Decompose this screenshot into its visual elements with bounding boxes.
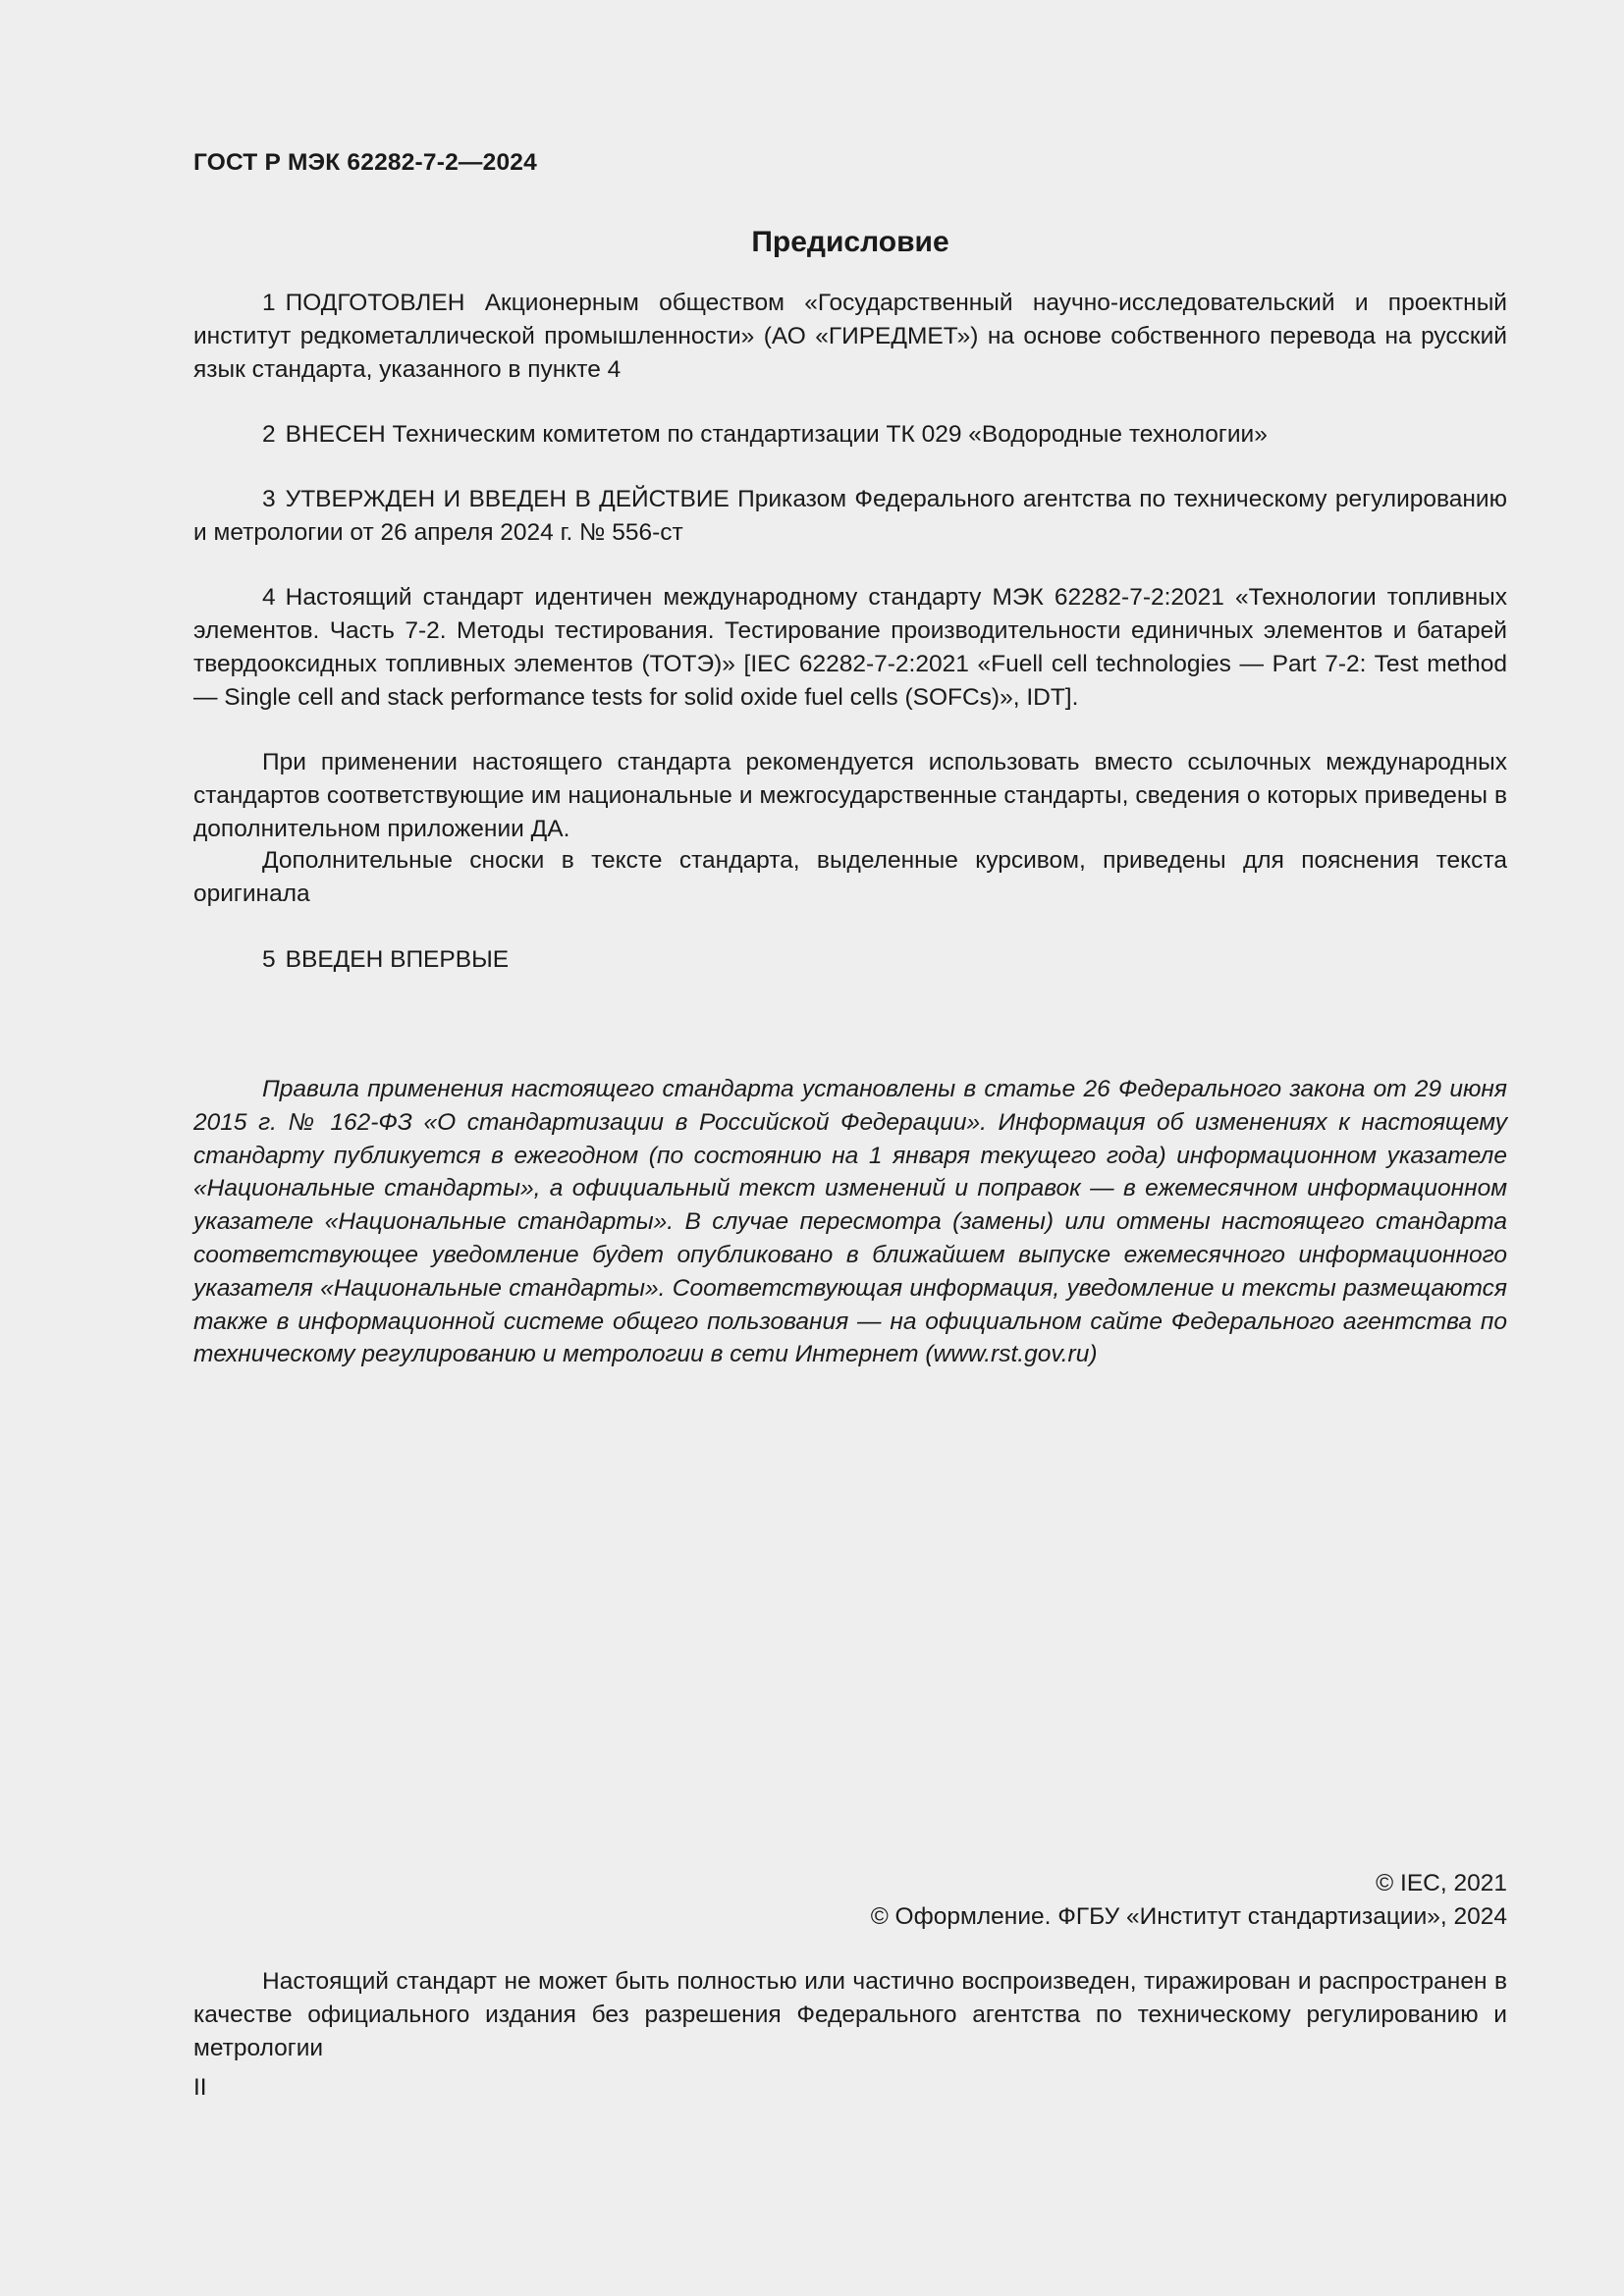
item-text: УТВЕРЖДЕН И ВВЕДЕН В ДЕЙСТВИЕ Приказом Федерального агентства по техническому регулированию и метрологии от 26 апреля 2024 г. № 556-ст [193,486,1507,546]
document-page [193,0,1507,2296]
item-number: 4 [262,584,276,611]
preface-item-3 [193,483,1507,550]
copyright-formatting: © Оформление. ФГБУ «Институт стандартизации», 2024 [870,1903,1507,1930]
preface-item-4-paragraph-3: Дополнительные сноски в тексте стандарта, выделенные курсивом, приведены для пояснения текста оригинала [193,847,1507,907]
standard-code-header: ГОСТ Р МЭК 62282-7-2—2024 [193,149,537,176]
copyright-block [193,1867,1507,1934]
item-number: 1 [262,290,276,316]
item-number: 5 [262,946,276,973]
item-text: ВВЕДЕН ВПЕРВЫЕ [285,946,510,973]
reproduction-notice: Настоящий стандарт не может быть полностью или частично воспроизведен, тиражирован и распространен в качестве официального издания без разрешения Федерального агентства по техническому регулированию и метрологии [193,1968,1507,2061]
copyright-iec: © IEC, 2021 [1376,1870,1507,1896]
item-text: ПОДГОТОВЛЕН Акционерным обществом «Государственный научно-исследовательский и проектный институт редкометаллической промышленности» (АО «ГИРЕДМЕТ») на основе собственного перевода на русский язык стандарта, указанного в пункте 4 [193,290,1507,383]
item-text: ВНЕСЕН Техническим комитетом по стандартизации ТК 029 «Водородные технологии» [285,421,1268,448]
preface-item-1 [193,287,1507,387]
page-title: Предисловие [751,226,949,258]
item-number: 3 [262,486,276,512]
preface-item-4 [193,581,1507,715]
item-text: Настоящий стандарт идентичен международному стандарту МЭК 62282-7-2:2021 «Технологии топливных элементов. Часть 7-2. Методы тестирования. Тестирование производительности единичных элементов и батарей твердооксидных топливных элементов (ТОТЭ)» [IEC 62282-7-2:2021 «Fuell cell technologies — Part 7-2: Test method — Single cell and stack performance tests for solid oxide fuel cells (SOFCs)», IDT]. [193,584,1507,711]
preface-item-4-paragraph-2: При применении настоящего стандарта рекомендуется использовать вместо ссылочных международных стандартов соответствующие им национальные и межгосударственные стандарты, сведения о которых приведены в дополнительном приложении ДА. [193,749,1507,842]
page-number: II [193,2074,207,2101]
preface-item-5 [193,943,1507,977]
application-rules-text: Правила применения настоящего стандарта установлены в статье 26 Федерального закона от 29 июня 2015 г. № 162-ФЗ «О стандартизации в Российской Федерации». Информация об изменениях к настоящему стандарту публикуется в ежегодном (по состоянию на 1 января текущего года) информационном указателе «Национальные стандарты», а официальный текст изменений и поправок — в ежемесячном информационном указателе «Национальные стандарты». В случае пересмотра (замены) или отмены настоящего стандарта соответствующее уведомление будет опубликовано в ближайшем выпуске ежемесячного информационного указателя «Национальные стандарты». Соответствующая информация, уведомление и тексты размещаются также в информационной системе общего пользования — на официальном сайте Федерального агентства по техническому регулированию и метрологии в сети Интернет (www.rst.gov.ru) [193,1076,1507,1368]
preface-item-2 [193,418,1507,452]
item-number: 2 [262,421,276,448]
